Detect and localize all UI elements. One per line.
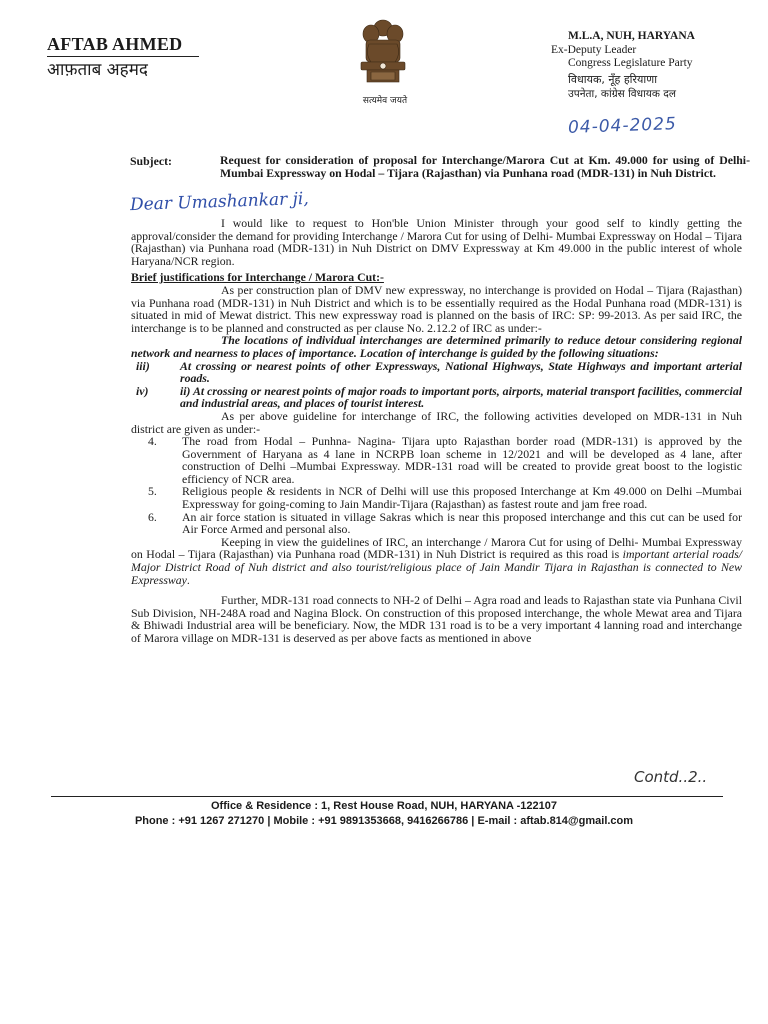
letter-body bbox=[131, 217, 742, 645]
handwritten-salutation: Dear Umashankar ji, bbox=[129, 188, 310, 216]
designation-party: Congress Legislature Party bbox=[568, 57, 693, 69]
numbered-list-item bbox=[148, 511, 742, 536]
numbered-list-item bbox=[148, 435, 742, 485]
designation-hindi-mla: विधायक, नूँह हरियाणा bbox=[568, 72, 658, 86]
sender-name-hindi: आफ़ताब अहमद bbox=[47, 60, 148, 80]
subject-label: Subject: bbox=[130, 154, 172, 168]
footer-divider bbox=[51, 796, 723, 797]
paragraph-irc-clause: The locations of individual interchanges are determined primarily to reduce detour considering regional network and nearness to places of importance. Location of interchange is guided by the following situations: bbox=[131, 333, 742, 360]
item-text: The road from Hodal – Punhna- Nagina- Tijara upto Rajasthan border road (MDR-131) is approved by the Government of Haryana as 4 lane in NCRPB loan scheme in 12/2021 and will be developed as 4 lane, after construction of Delhi –Mumbai Expressway. MDR-131 road will be created to provide great boost to the logistic efficiency of NCR area. bbox=[182, 434, 742, 486]
intro-paragraph: I would like to request to Hon'ble Union Minister through your good self to kindly getting the approval/consider the demand for providing Interchange / Marora Cut for using of Delhi- Mumbai Expressway on Hodal – Tijara (Rajasthan) via Punhana road (MDR-131) in Nuh District on DMV Expressway at Km 49.000 in the public interest of whole Haryana/NCR region. bbox=[131, 216, 742, 268]
paragraph-further: Further, MDR-131 road connects to NH-2 of Delhi – Agra road and leads to Rajasthan state via Punhana Civil Sub Division, NH-248A road and Nagina Block. On construction of this proposed interchange, the whole Mewat area and Tijara & Bhiwadi Industrial area will be beneficiary. Now, the MDR 131 road is to be a very important 4 lanning road and interchange of Marora village on MDR-131 is deserved as per above facts as mentioned in above bbox=[131, 593, 742, 645]
item-text: An air force station is situated in village Sakras which is near this proposed interchange and this cut can be used for Air Force Armed and personal also. bbox=[182, 509, 742, 537]
designation-block bbox=[551, 30, 695, 102]
paragraph-construction-plan: As per construction plan of DMV new expressway, no interchange is provided on Hodal – Tijara (Rajasthan) via Punhana road (MDR-131) in Nuh District and which is to be essentially required as the Hodal Punhana road (MDR-131) is situated in mid of Mewat district. This new expressway road is planned on the basis of IRC: SP: 99-2013. As per said IRC, the interchange is to be planned and constructed as per clause No. 2.12.2 of IRC as under:- bbox=[131, 282, 742, 335]
subject-text: Request for consideration of proposal for Interchange/Marora Cut at Km. 49.000 for using of Delhi- Mumbai Expressway on Hodal – Tijara (Rajasthan) via Punhana road (MDR-131) in Nuh District. bbox=[220, 153, 750, 180]
state-emblem-icon bbox=[353, 14, 413, 94]
item-number: 4. bbox=[148, 434, 157, 449]
handwritten-continued: Contd..2.. bbox=[634, 768, 708, 786]
designation-ex-deputy: Ex-Deputy Leader bbox=[551, 43, 637, 56]
para4-plain: Keeping in view the guidelines of IRC, an interchange / Marora Cut for using of Delhi- Mumbai Expressway on Hodal – Tijara (Rajasthan) via Punhana road (MDR-131) in Nuh District is required as this road is bbox=[131, 534, 742, 562]
roman-list-item bbox=[136, 385, 742, 410]
roman-text: ii) At crossing or nearest points of major roads to important ports, airports, material transport facilities, commercial and industrial areas, and places of tourist interest. bbox=[180, 383, 742, 411]
numbered-list-item bbox=[148, 485, 742, 510]
paragraph-guideline: As per above guideline for interchange of IRC, the following activities developed on MDR-131 in Nuh district are given as under:- bbox=[131, 408, 742, 436]
roman-numeral: iii) bbox=[136, 358, 150, 373]
roman-numeral: iv) bbox=[136, 383, 149, 398]
item-text: Religious people & residents in NCR of Delhi will use this proposed Interchange at Km 49.000 on Delhi –Mumbai Expressway for going-coming to Jain Mandir-Tijara (Rajasthan) as fastest route and jam free road. bbox=[182, 484, 742, 512]
footer-contact: Phone : +91 1267 271270 | Mobile : +91 9891353668, 9416266786 | E-mail : aftab.814@gmail.com bbox=[134, 815, 634, 827]
item-number: 6. bbox=[148, 509, 157, 524]
para4-italic: important arterial roads/ Major District Road of Nuh district and also tourist/religious place of Jain Mandir Tijara in Rajasthan is connected to New Expressway bbox=[131, 547, 742, 587]
sender-name-english: AFTAB AHMED bbox=[47, 34, 183, 54]
footer-address: Office & Residence : 1, Rest House Road, NUH, HARYANA -122107 bbox=[211, 800, 557, 812]
roman-text: At crossing or nearest points of other Expressways, National Highways, State Highways and important arterial roads. bbox=[180, 358, 742, 386]
item-number: 5. bbox=[148, 484, 157, 499]
para4-end: . bbox=[186, 572, 190, 587]
paragraph-keeping-in-view bbox=[131, 536, 742, 586]
handwritten-date: 04-04-2025 bbox=[567, 114, 678, 138]
roman-list-item bbox=[136, 360, 742, 385]
justification-heading: Brief justifications for Interchange / Marora Cut:- bbox=[131, 270, 384, 285]
designation-mla: M.L.A, NUH, HARYANA bbox=[568, 30, 695, 42]
designation-hindi-party: उपनेता, कांग्रेस विधायक दल bbox=[568, 88, 676, 100]
emblem-motto: सत्यमेव जयते bbox=[362, 96, 408, 106]
